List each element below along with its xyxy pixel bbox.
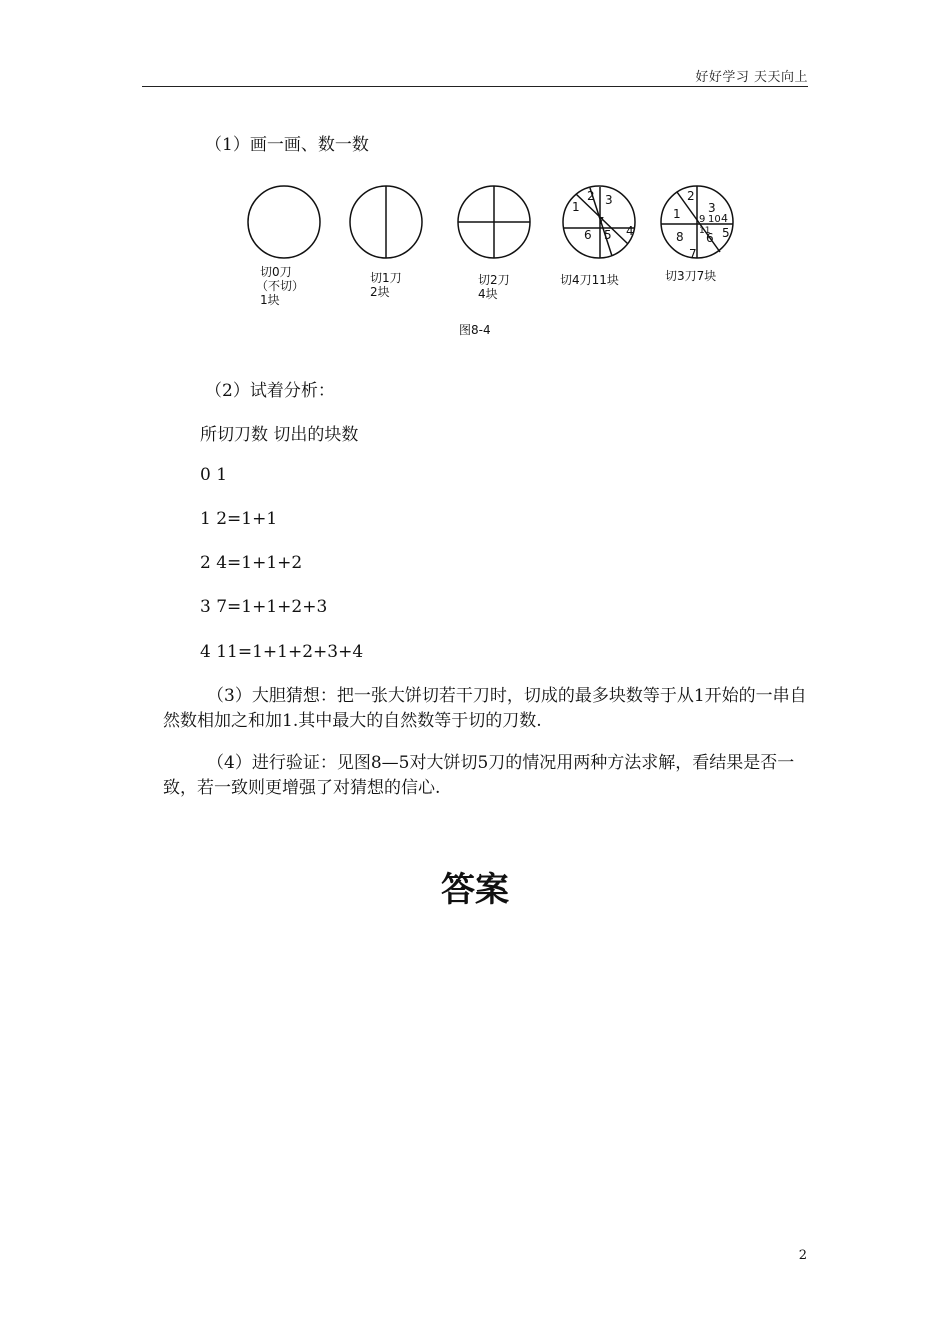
region-number: 3	[708, 201, 716, 215]
circle-label: 切2刀	[478, 273, 510, 287]
circle-0-cuts	[248, 186, 320, 258]
data-row: 3 7=1+1+2+3	[200, 597, 328, 617]
region-number: 2	[587, 189, 595, 203]
region-number: 10	[708, 214, 721, 225]
region-number: 5	[604, 228, 612, 242]
region-number: 2	[687, 189, 695, 203]
section-2-title: （2）试着分析：	[205, 381, 335, 401]
region-number: 8	[676, 230, 684, 244]
region-number: 6	[706, 231, 714, 245]
section-1-title: （1）画一画、数一数	[205, 135, 369, 155]
region-number: 11	[699, 226, 711, 236]
data-row: 2 4=1+1+2	[200, 553, 303, 573]
region-number: 7	[598, 216, 605, 227]
region-number: 4	[721, 212, 728, 225]
region-number: 6	[584, 228, 592, 242]
section-3-paragraph: （3）大胆猜想：把一张大饼切若干刀时，切成的最多块数等于从1开始的一串自然数相加之和加1.其中最大的自然数等于切的刀数.	[163, 686, 807, 731]
circle-label: 切3刀7块	[665, 269, 717, 283]
section-4-paragraph: （4）进行验证：见图8—5对大饼切5刀的情况用两种方法求解，看结果是否一致，若一致则更增强了对猜想的信心.	[163, 753, 795, 798]
region-number: 5	[722, 226, 730, 240]
data-row: 0 1	[200, 465, 228, 485]
region-number: 9	[699, 214, 706, 225]
data-row: 4 11=1+1+2+3+4	[200, 642, 364, 662]
table-header: 所切刀数 切出的块数	[200, 425, 359, 445]
circle-label: （不切）	[256, 279, 305, 293]
circle-label: 切4刀11块	[560, 273, 619, 287]
region-number: 3	[605, 193, 613, 207]
region-number: 4	[626, 224, 634, 238]
header-divider	[142, 86, 808, 87]
region-number: 7	[689, 247, 697, 261]
region-number: 1	[572, 200, 580, 214]
page-number: 2	[798, 1248, 807, 1263]
cake-cutting-diagram	[230, 176, 750, 346]
circle-label: 4块	[478, 287, 498, 301]
answer-heading: 答案	[441, 870, 509, 910]
circle-label: 2块	[370, 285, 390, 299]
circle-label: 切0刀	[260, 265, 292, 279]
figure-8-4	[230, 176, 750, 346]
page-header-text: 好好学习 天天向上	[695, 70, 808, 85]
region-number: 1	[673, 207, 681, 221]
data-row: 1 2=1+1	[200, 509, 278, 529]
circle-label: 切1刀	[370, 271, 402, 285]
circle-label: 1块	[260, 293, 280, 307]
figure-caption: 图8-4	[459, 323, 491, 337]
